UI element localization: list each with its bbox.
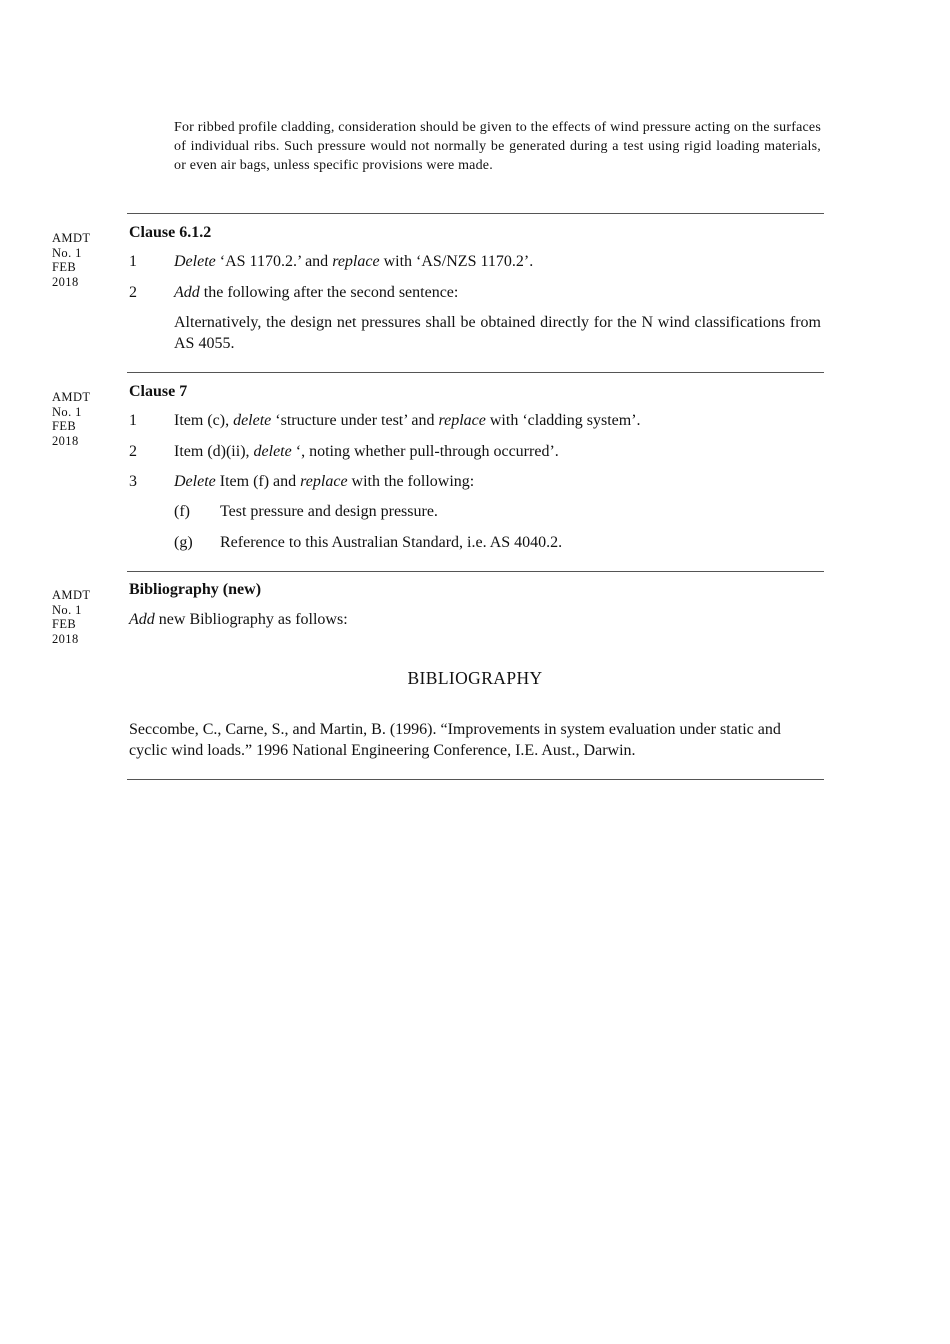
- instruction-verb: delete: [253, 443, 292, 460]
- item-text: ‘, noting whether pull-through occurred’.: [291, 443, 559, 460]
- amendment-tag-1: [52, 231, 112, 289]
- amendment-tag-line: AMDT: [52, 390, 91, 404]
- instruction-verb: replace: [332, 253, 380, 270]
- clause-612-item-1: [174, 252, 533, 272]
- clause-7-item-2: [174, 442, 559, 462]
- instruction-verb: replace: [300, 473, 348, 490]
- divider-1: [127, 213, 824, 214]
- item-number: 3: [129, 473, 137, 490]
- amendment-tag-line: AMDT: [52, 588, 91, 602]
- item-text: with ‘cladding system’.: [485, 412, 641, 429]
- bibliography-heading: Bibliography (new): [129, 581, 262, 598]
- clause-7-heading: Clause 7: [129, 383, 188, 400]
- item-number: 1: [129, 253, 137, 270]
- item-text: the following after the second sentence:: [199, 284, 459, 301]
- instruction-verb: Delete: [174, 473, 216, 490]
- amendment-tag-line: 2018: [52, 274, 79, 289]
- clause-7-item-3: [174, 472, 474, 492]
- intro-note: For ribbed profile cladding, consideration should be given to the effects of wind pressure acting on the surfaces of individual ribs. Such pressure would not normally be generated during a test using rigid loading materials, or even air bags, unless specific provisions were made.: [174, 120, 821, 173]
- amendment-tag-2: [52, 390, 112, 448]
- instruction-verb: Add: [129, 611, 155, 628]
- divider-3: [127, 571, 824, 572]
- item-text: Item (f) and: [215, 473, 301, 490]
- amendment-tag-line: No. 1: [52, 602, 82, 617]
- item-number: 2: [129, 284, 137, 301]
- sub-item-g: Reference to this Australian Standard, i.e. AS 4040.2.: [220, 534, 563, 551]
- divider-4: [127, 779, 824, 780]
- instruction-verb: Add: [174, 284, 200, 301]
- item-text: with ‘AS/NZS 1170.2’.: [379, 253, 534, 270]
- amendment-tag-line: No. 1: [52, 245, 82, 260]
- amendment-tag-line: FEB: [52, 419, 77, 433]
- item-text: Item (c),: [174, 412, 234, 429]
- bibliography-reference: Seccombe, C., Carne, S., and Martin, B. (1996). “Improvements in system evaluation under static and cyclic wind loads.” 1996 National Engineering Conference, I.E. Aust., Darwin.: [129, 721, 781, 759]
- bibliography-title: BIBLIOGRAPHY: [407, 668, 543, 688]
- clause-612-heading: Clause 6.1.2: [129, 224, 212, 241]
- item-text: Item (d)(ii),: [174, 443, 254, 460]
- clause-612-item-2: [174, 283, 458, 303]
- item-text: ‘structure under test’ and: [271, 412, 439, 429]
- amendment-tag-line: FEB: [52, 617, 77, 631]
- item-text: new Bibliography as follows:: [154, 611, 348, 628]
- amendment-tag-line: No. 1: [52, 404, 82, 419]
- amendment-tag-line: 2018: [52, 631, 79, 646]
- clause-612-paragraph: Alternatively, the design net pressures shall be obtained directly for the N wind classifications from AS 4055.: [174, 314, 821, 352]
- amendment-tag-line: 2018: [52, 433, 79, 448]
- amendment-tag-3: [52, 588, 112, 646]
- item-number: 1: [129, 412, 137, 429]
- item-text: with the following:: [347, 473, 475, 490]
- instruction-verb: delete: [233, 412, 272, 429]
- amendment-tag-line: FEB: [52, 260, 77, 274]
- instruction-verb: replace: [438, 412, 486, 429]
- item-number: 2: [129, 443, 137, 460]
- sub-item-label: (g): [174, 534, 193, 551]
- item-text: ‘AS 1170.2.’ and: [215, 253, 333, 270]
- divider-2: [127, 372, 824, 373]
- clause-7-item-1: [174, 411, 641, 431]
- sub-item-f: Test pressure and design pressure.: [220, 503, 438, 520]
- instruction-verb: Delete: [174, 253, 216, 270]
- bibliography-instruction: [129, 610, 348, 630]
- sub-item-label: (f): [174, 503, 190, 520]
- amendment-tag-line: AMDT: [52, 231, 91, 245]
